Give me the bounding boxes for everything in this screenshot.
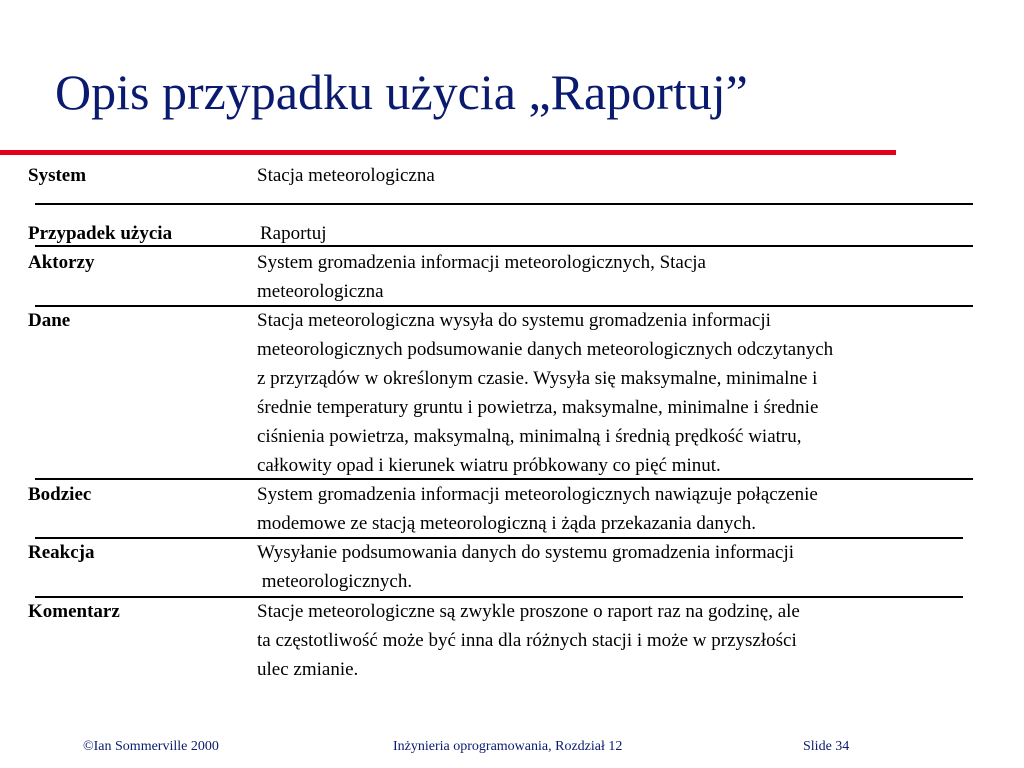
value-line: Stacja meteorologiczna: [257, 165, 435, 186]
value-line: System gromadzenia informacji meteorologicznych nawiązuje połączenie: [257, 484, 818, 505]
footer-course: Inżynieria oprogramowania, Rozdział 12: [393, 739, 623, 754]
value-line: ulec zmianie.: [257, 659, 359, 680]
row-label-use-case: Przypadek użycia: [28, 223, 173, 244]
value-line: Wysyłanie podsumowania danych do systemu gromadzenia informacji: [257, 542, 795, 563]
slide-title: Opis przypadku użycia „Raportuj”: [55, 64, 748, 120]
row-value-trigger: [257, 480, 818, 538]
value-line: ta częstotliwość może być inna dla różnych stacji i może w przyszłości: [257, 630, 797, 651]
row-value-actors: [257, 248, 706, 306]
value-line: Stacje meteorologiczne są zwykle proszone o raport raz na godzinę, ale: [257, 601, 800, 622]
row-value-system: [257, 161, 435, 190]
value-line: średnie temperatury gruntu i powietrza, maksymalne, minimalne i średnie: [257, 397, 819, 418]
row-label-trigger: Bodziec: [28, 484, 92, 505]
title-underline: [0, 150, 896, 155]
row-value-response: [257, 538, 794, 596]
row-separator: [35, 245, 973, 247]
row-value-comment: [257, 597, 800, 684]
row-label-actors: Aktorzy: [28, 252, 95, 273]
value-line: ciśnienia powietrza, maksymalną, minimalną i średnią prędkość wiatru,: [257, 426, 802, 447]
footer-copyright: ©Ian Sommerville 2000: [83, 739, 219, 754]
value-line: Stacja meteorologiczna wysyła do systemu gromadzenia informacji: [257, 310, 771, 331]
value-line: meteorologicznych.: [257, 571, 413, 592]
footer-slide-number: Slide 34: [803, 739, 850, 754]
row-label-response: Reakcja: [28, 542, 95, 563]
value-line: meteorologiczna: [257, 281, 384, 302]
value-line: z przyrządów w określonym czasie. Wysyła się maksymalne, minimalne i: [257, 368, 818, 389]
row-label-data: Dane: [28, 310, 71, 331]
value-line: modemowe ze stacją meteorologiczną i żąda przekazania danych.: [257, 513, 757, 534]
row-separator: [35, 203, 973, 205]
value-line: całkowity opad i kierunek wiatru próbkowany co pięć minut.: [257, 455, 721, 476]
row-value-use-case: [260, 219, 327, 248]
row-label-system: System: [28, 165, 87, 186]
value-line: Raportuj: [260, 223, 327, 244]
row-label-comment: Komentarz: [28, 601, 120, 622]
value-line: System gromadzenia informacji meteorologicznych, Stacja: [257, 252, 706, 273]
row-value-data: [257, 306, 833, 480]
value-line: meteorologicznych podsumowanie danych meteorologicznych odczytanych: [257, 339, 834, 360]
